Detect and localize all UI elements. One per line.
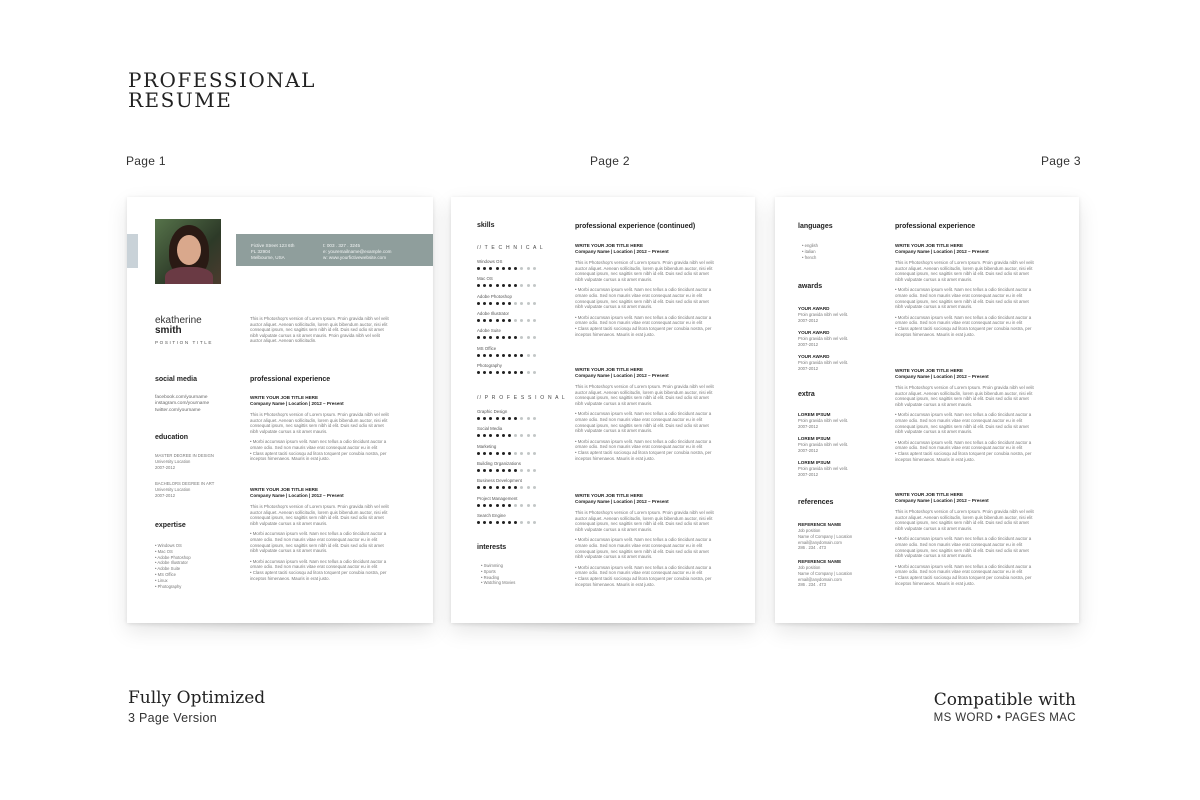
last-name: smith — [155, 325, 182, 336]
award-entry: YOUR AWARD Proin gravida nibh vel velit. 2007-2012 — [798, 306, 849, 323]
rating-dot — [489, 417, 492, 420]
skill-rating — [477, 302, 536, 305]
rating-dot — [483, 486, 486, 489]
reference-entry: REFERENCE NAME Job position Name of Company | Location email@anydomain.com 286 . 234 . 473 — [798, 522, 853, 551]
experience-continued-heading: professional experience (continued) — [575, 223, 696, 230]
rating-dot — [527, 371, 530, 374]
rating-dot — [514, 452, 517, 455]
rating-dot — [527, 354, 530, 357]
rating-dot — [533, 284, 536, 287]
rating-dot — [502, 336, 505, 339]
rating-dot — [533, 319, 536, 322]
job-entry: WRITE YOUR JOB TITLE HERE Company Name | Location | 2012 – Present This is Photoshop's version of Lorem Ipsum. Proin gravida nibh vel velit auctor aliquet. Aenean sollicitudin, lorem quis bibendum auctor, nisi elit consequat ipsum, nec sagittis sem nibh id elit. Duis sed odio sit amet nibh vulputate cursus a sit amet mauris. • Morbi accumsan ipsum velit. Nam nec tellus a odio tincidunt auctor a ornare odio. Sed non mauris vitae erat consequat auctor eu in elit consequat ipsum, nec sagittis sem nibh id elit. Duis sed odio sit amet nibh vulputate cursus a sit amet mauris. • Morbi accumsan ipsum velit. Nam nec tellus a odio tincidunt auctor a ornare odio. Sed non mauris vitae erat consequat auctor eu in elit • Class aptent taciti sociosqu ad litora torquent per conubia nostra, per inceptos himenaeos. Mauris in erat justo. — [895, 492, 1034, 586]
footer-optimized-title: Fully Optimized — [128, 688, 266, 708]
rating-dot — [477, 267, 480, 270]
rating-dot — [496, 434, 499, 437]
rating-dot — [520, 284, 523, 287]
rating-dot — [533, 267, 536, 270]
skill-rating — [477, 354, 536, 357]
rating-dot — [508, 336, 511, 339]
references-heading: references — [798, 499, 834, 506]
skill-row — [477, 259, 536, 270]
rating-dot — [514, 319, 517, 322]
rating-dot — [514, 469, 517, 472]
languages-list: • english • italian • french — [802, 243, 818, 260]
rating-dot — [483, 521, 486, 524]
rating-dot — [527, 521, 530, 524]
skill-name: Photography — [477, 362, 502, 368]
skill-rating — [477, 469, 536, 472]
skill-rating — [477, 336, 536, 339]
rating-dot — [527, 486, 530, 489]
skills-heading: skills — [477, 222, 495, 229]
rating-dot — [489, 521, 492, 524]
skill-row — [477, 311, 536, 322]
skill-rating — [477, 434, 536, 437]
awards-heading: awards — [798, 283, 823, 290]
rating-dot — [514, 434, 517, 437]
rating-dot — [496, 504, 499, 507]
rating-dot — [496, 302, 499, 305]
social-links: facebook.com/yourname instagram.com/yourname twitter.com/yourname — [155, 395, 210, 413]
rating-dot — [533, 434, 536, 437]
hero-title-line1: PROFESSIONAL — [128, 68, 316, 92]
rating-dot — [533, 486, 536, 489]
skill-row — [477, 461, 536, 472]
rating-dot — [533, 452, 536, 455]
rating-dot — [520, 521, 523, 524]
languages-heading: languages — [798, 223, 833, 230]
skill-row — [477, 426, 536, 437]
rating-dot — [489, 354, 492, 357]
skill-row — [477, 409, 536, 420]
extra-entry: LOREM IPSUM Proin gravida nibh vel velit. 2007-2012 — [798, 412, 849, 429]
experience-heading: professional experience — [250, 376, 331, 383]
intro-paragraph: This is Photoshop's version of Lorem Ipsum. Proin gravida nibh vel velit auctor aliquet. Aenean sollicitudin, lorem quis bibendum auctor, nisi elit consequat ipsum, nec sagittis sem nibh id elit. Duis sed odio sit amet nibh vulputate cursus a sit amet mauris. Proin gravida nibh vel velit auctor aliquet. Aenean sollicitudin. — [250, 316, 389, 344]
rating-dot — [514, 371, 517, 374]
skill-name: Building Organizations — [477, 460, 521, 466]
rating-dot — [483, 504, 486, 507]
skill-rating — [477, 486, 536, 489]
rating-dot — [514, 302, 517, 305]
accent-strip — [127, 234, 138, 268]
rating-dot — [496, 267, 499, 270]
rating-dot — [508, 521, 511, 524]
skill-rating — [477, 319, 536, 322]
rating-dot — [527, 319, 530, 322]
rating-dot — [508, 504, 511, 507]
education-heading: education — [155, 434, 189, 441]
extra-entry: LOREM IPSUM Proin gravida nibh vel velit. 2007-2012 — [798, 460, 849, 477]
rating-dot — [496, 371, 499, 374]
rating-dot — [527, 417, 530, 420]
rating-dot — [527, 452, 530, 455]
rating-dot — [502, 354, 505, 357]
rating-dot — [520, 469, 523, 472]
rating-dot — [477, 434, 480, 437]
extra-entry: LOREM IPSUM Proin gravida nibh vel velit. 2007-2012 — [798, 436, 849, 453]
rating-dot — [477, 284, 480, 287]
rating-dot — [496, 284, 499, 287]
first-name: ekatherine — [155, 315, 202, 326]
rating-dot — [477, 417, 480, 420]
rating-dot — [483, 336, 486, 339]
rating-dot — [477, 521, 480, 524]
rating-dot — [489, 284, 492, 287]
rating-dot — [496, 319, 499, 322]
rating-dot — [508, 371, 511, 374]
rating-dot — [508, 452, 511, 455]
resume-page-1 — [127, 197, 433, 623]
skill-rating — [477, 267, 536, 270]
rating-dot — [489, 302, 492, 305]
rating-dot — [533, 504, 536, 507]
skill-name: Mac OS — [477, 276, 493, 282]
skill-row — [477, 363, 536, 374]
rating-dot — [496, 486, 499, 489]
skill-name: Adobe Suite — [477, 328, 501, 334]
rating-dot — [508, 284, 511, 287]
rating-dot — [514, 504, 517, 507]
professional-subheading: // P R O F E S S I O N A L — [477, 395, 566, 401]
rating-dot — [514, 486, 517, 489]
skill-name: Windows OS — [477, 259, 503, 264]
skill-name: Adobe Illustrator — [477, 310, 509, 316]
skill-rating — [477, 371, 536, 374]
rating-dot — [502, 302, 505, 305]
footer-compatible-subtitle: MS WORD • PAGES MAC — [933, 712, 1076, 724]
footer-version-subtitle: 3 Page Version — [128, 711, 217, 725]
rating-dot — [483, 434, 486, 437]
skill-rating — [477, 284, 536, 287]
rating-dot — [527, 504, 530, 507]
rating-dot — [520, 371, 523, 374]
rating-dot — [508, 434, 511, 437]
skill-row — [477, 346, 536, 357]
contact-details: t: 003 . 327 . 3245 e: youremailname@example.com w: www.yourfictivewebsite.com — [323, 243, 392, 260]
rating-dot — [508, 302, 511, 305]
rating-dot — [533, 417, 536, 420]
rating-dot — [483, 302, 486, 305]
rating-dot — [483, 469, 486, 472]
footer-compatible-title: Compatible with — [933, 690, 1076, 710]
rating-dot — [502, 284, 505, 287]
profile-photo — [155, 219, 221, 284]
rating-dot — [527, 284, 530, 287]
rating-dot — [533, 354, 536, 357]
rating-dot — [502, 521, 505, 524]
rating-dot — [489, 504, 492, 507]
rating-dot — [477, 504, 480, 507]
rating-dot — [502, 452, 505, 455]
rating-dot — [483, 267, 486, 270]
rating-dot — [533, 521, 536, 524]
rating-dot — [483, 284, 486, 287]
address-block: Fictive Street 123 6th FL 32904 Melbourne, USA — [251, 243, 295, 260]
skill-name: Marketing — [477, 443, 497, 449]
rating-dot — [520, 486, 523, 489]
rating-dot — [496, 354, 499, 357]
job-entry: WRITE YOUR JOB TITLE HERE Company Name | Location | 2012 – Present This is Photoshop's version of Lorem Ipsum. Proin gravida nibh vel velit auctor aliquet. Aenean sollicitudin, lorem quis bibendum auctor, nisi elit consequat ipsum, nec sagittis sem nibh id elit. Duis sed odio sit amet nibh vulputate cursus a sit amet mauris. • Morbi accumsan ipsum velit. Nam nec tellus a odio tincidunt auctor a ornare odio. Sed non mauris vitae erat consequat auctor eu in elit consequat ipsum, nec sagittis sem nibh id elit. Duis sed odio sit amet nibh vulputate cursus a sit amet mauris. • Morbi accumsan ipsum velit. Nam nec tellus a odio tincidunt auctor a ornare odio. Sed non mauris vitae erat consequat auctor eu in elit • Class aptent taciti sociosqu ad litora torquent per conubia nostra, per inceptos himenaeos. Mauris in erat justo. — [575, 243, 714, 337]
rating-dot — [477, 319, 480, 322]
rating-dot — [533, 336, 536, 339]
social-media-heading: social media — [155, 376, 198, 383]
skill-row — [477, 294, 536, 305]
rating-dot — [477, 452, 480, 455]
resume-page-2 — [451, 197, 755, 623]
page-label-1: Page 1 — [126, 154, 166, 168]
rating-dot — [489, 267, 492, 270]
skill-name: MS Office — [477, 345, 497, 351]
job-entry: WRITE YOUR JOB TITLE HERE Company Name | Location | 2012 – Present This is Photoshop's version of Lorem Ipsum. Proin gravida nibh vel velit auctor aliquet. Aenean sollicitudin, lorem quis bibendum auctor, nisi elit consequat ipsum, nec sagittis sem nibh id elit. Duis sed odio sit amet nibh vulputate cursus a sit amet mauris. • Morbi accumsan ipsum velit. Nam nec tellus a odio tincidunt auctor a ornare odio. Sed non mauris vitae erat consequat auctor eu in elit consequat ipsum, nec sagittis sem nibh id elit. Duis sed odio sit amet nibh vulputate cursus a sit amet mauris. • Morbi accumsan ipsum velit. Nam nec tellus a odio tincidunt auctor a ornare odio. Sed non mauris vitae erat consequat auctor eu in elit • Class aptent taciti sociosqu ad litora torquent per conubia nostra, per inceptos himenaeos. Mauris in erat justo. — [575, 493, 714, 587]
hero-title — [128, 70, 316, 110]
skill-rating — [477, 417, 536, 420]
rating-dot — [496, 452, 499, 455]
job-entry: WRITE YOUR JOB TITLE HERE Company Name | Location | 2012 – Present This is Photoshop's version of Lorem Ipsum. Proin gravida nibh vel velit auctor aliquet. Aenean sollicitudin, lorem quis bibendum auctor, nisi elit consequat ipsum, nec sagittis sem nibh id elit. Duis sed odio sit amet nibh vulputate cursus a sit amet mauris. • Morbi accumsan ipsum velit. Nam nec tellus a odio tincidunt auctor a ornare odio. Sed non mauris vitae erat consequat auctor eu in elit consequat ipsum, nec sagittis sem nibh id elit. Duis sed odio sit amet nibh vulputate cursus a sit amet mauris. • Morbi accumsan ipsum velit. Nam nec tellus a odio tincidunt auctor a ornare odio. Sed non mauris vitae erat consequat auctor eu in elit • Class aptent taciti sociosqu ad litora torquent per conubia nostra, per inceptos himenaeos. Mauris in erat justo. — [895, 243, 1034, 337]
rating-dot — [520, 354, 523, 357]
award-entry: YOUR AWARD Proin gravida nibh vel velit. 2007-2012 — [798, 354, 849, 371]
job-entry: WRITE YOUR JOB TITLE HERE Company Name | Location | 2012 – Present This is Photoshop's version of Lorem Ipsum. Proin gravida nibh vel velit auctor aliquet. Aenean sollicitudin, lorem quis bibendum auctor, nisi elit consequat ipsum, nec sagittis sem nibh id elit. Duis sed odio sit amet nibh vulputate cursus a sit amet mauris. • Morbi accumsan ipsum velit. Nam nec tellus a odio tincidunt auctor a ornare odio. Sed non mauris vitae erat consequat auctor eu in elit • Class aptent taciti sociosqu ad litora torquent per conubia nostra, per inceptos himenaeos. Mauris in erat justo. — [250, 395, 389, 462]
reference-entry: REFERENCE NAME Job position Name of Company | Location email@anydomain.com 286 . 234 . 473 — [798, 559, 853, 588]
rating-dot — [533, 302, 536, 305]
skill-row — [477, 496, 536, 507]
rating-dot — [502, 486, 505, 489]
rating-dot — [496, 336, 499, 339]
hero-title-line2: RESUME — [128, 88, 233, 112]
rating-dot — [502, 469, 505, 472]
rating-dot — [477, 469, 480, 472]
rating-dot — [477, 354, 480, 357]
rating-dot — [514, 521, 517, 524]
rating-dot — [496, 521, 499, 524]
skill-rating — [477, 452, 536, 455]
extra-heading: extra — [798, 391, 815, 398]
rating-dot — [502, 267, 505, 270]
rating-dot — [489, 486, 492, 489]
skill-name: Business Development — [477, 478, 522, 484]
rating-dot — [502, 371, 505, 374]
resume-page-3 — [775, 197, 1079, 623]
rating-dot — [477, 486, 480, 489]
rating-dot — [502, 417, 505, 420]
rating-dot — [527, 434, 530, 437]
rating-dot — [508, 319, 511, 322]
rating-dot — [527, 336, 530, 339]
rating-dot — [508, 354, 511, 357]
rating-dot — [483, 417, 486, 420]
rating-dot — [508, 469, 511, 472]
page-label-3: Page 3 — [1041, 154, 1081, 168]
skill-name: Search Engine — [477, 512, 506, 518]
rating-dot — [533, 469, 536, 472]
skill-name: Graphic Design — [477, 409, 508, 414]
rating-dot — [508, 417, 511, 420]
experience-heading: professional experience — [895, 223, 976, 230]
rating-dot — [502, 504, 505, 507]
rating-dot — [502, 319, 505, 322]
page-label-2: Page 2 — [590, 154, 630, 168]
skill-name: Project Management — [477, 495, 518, 501]
rating-dot — [489, 336, 492, 339]
skill-row — [477, 478, 536, 489]
rating-dot — [520, 336, 523, 339]
technical-subheading: // T E C H N I C A L — [477, 245, 544, 251]
rating-dot — [520, 417, 523, 420]
rating-dot — [514, 336, 517, 339]
rating-dot — [527, 302, 530, 305]
skill-name: Social Media — [477, 426, 503, 432]
rating-dot — [477, 336, 480, 339]
rating-dot — [496, 417, 499, 420]
rating-dot — [520, 504, 523, 507]
rating-dot — [527, 267, 530, 270]
rating-dot — [520, 319, 523, 322]
rating-dot — [483, 371, 486, 374]
rating-dot — [489, 469, 492, 472]
rating-dot — [520, 452, 523, 455]
expertise-heading: expertise — [155, 522, 186, 529]
rating-dot — [502, 434, 505, 437]
interests-list: • Swimming • Sports • Reading • Watching Movies — [481, 563, 516, 586]
education-entry: BACHELORS DEGREE IN ART University Location 2007-2012 — [155, 481, 215, 498]
rating-dot — [483, 354, 486, 357]
skill-row — [477, 513, 536, 524]
job-entry: WRITE YOUR JOB TITLE HERE Company Name | Location | 2012 – Present This is Photoshop's version of Lorem Ipsum. Proin gravida nibh vel velit auctor aliquet. Aenean sollicitudin, lorem quis bibendum auctor, nisi elit consequat ipsum, nec sagittis sem nibh id elit. Duis sed odio sit amet nibh vulputate cursus a sit amet mauris. • Morbi accumsan ipsum velit. Nam nec tellus a odio tincidunt auctor a ornare odio. Sed non mauris vitae erat consequat auctor eu in elit consequat ipsum, nec sagittis sem nibh id elit. Duis sed odio sit amet nibh vulputate cursus a sit amet mauris. • Morbi accumsan ipsum velit. Nam nec tellus a odio tincidunt auctor a ornare odio. Sed non mauris vitae erat consequat auctor eu in elit • Class aptent taciti sociosqu ad litora torquent per conubia nostra, per inceptos himenaeos. Mauris in erat justo. — [895, 368, 1034, 462]
rating-dot — [514, 417, 517, 420]
rating-dot — [483, 319, 486, 322]
expertise-list: • Windows OS • Mac OS • Adobe Photoshop • Adobe Illustrator • Adobe Suite • MS Office • Linux • Photography — [155, 543, 191, 589]
rating-dot — [489, 434, 492, 437]
rating-dot — [496, 469, 499, 472]
job-entry: WRITE YOUR JOB TITLE HERE Company Name | Location | 2012 – Present This is Photoshop's version of Lorem Ipsum. Proin gravida nibh vel velit auctor aliquet. Aenean sollicitudin, lorem quis bibendum auctor, nisi elit consequat ipsum, nec sagittis sem nibh id elit. Duis sed odio sit amet nibh vulputate cursus a sit amet mauris. • Morbi accumsan ipsum velit. Nam nec tellus a odio tincidunt auctor a ornare odio. Sed non mauris vitae erat consequat auctor eu in elit consequat ipsum, nec sagittis sem nibh id elit. Duis sed odio sit amet nibh vulputate cursus a sit amet mauris. • Morbi accumsan ipsum velit. Nam nec tellus a odio tincidunt auctor a ornare odio. Sed non mauris vitae erat consequat auctor eu in elit • Class aptent taciti sociosqu ad litora torquent per conubia nostra, per inceptos himenaeos. Mauris in erat justo. — [575, 367, 714, 461]
rating-dot — [514, 267, 517, 270]
rating-dot — [489, 319, 492, 322]
education-entry: MASTER DEGREE IN DESIGN University Location 2007-2012 — [155, 453, 214, 470]
award-entry: YOUR AWARD Proin gravida nibh vel velit. 2007-2012 — [798, 330, 849, 347]
skill-row — [477, 444, 536, 455]
rating-dot — [483, 452, 486, 455]
rating-dot — [508, 486, 511, 489]
rating-dot — [520, 434, 523, 437]
rating-dot — [508, 267, 511, 270]
rating-dot — [514, 354, 517, 357]
rating-dot — [477, 302, 480, 305]
job-entry: WRITE YOUR JOB TITLE HERE Company Name | Location | 2012 – Present This is Photoshop's version of Lorem Ipsum. Proin gravida nibh vel velit auctor aliquet. Aenean sollicitudin, lorem quis bibendum auctor, nisi elit consequat ipsum, nec sagittis sem nibh id elit. Duis sed odio sit amet nibh vulputate cursus a sit amet mauris. • Morbi accumsan ipsum velit. Nam nec tellus a odio tincidunt auctor a ornare odio. Sed non mauris vitae erat consequat auctor eu in elit consequat ipsum, nec sagittis sem nibh id elit. Duis sed odio sit amet nibh vulputate cursus a sit amet mauris. • Morbi accumsan ipsum velit. Nam nec tellus a odio tincidunt auctor a ornare odio. Sed non mauris vitae erat consequat auctor eu in elit • Class aptent taciti sociosqu ad litora torquent per conubia nostra, per inceptos himenaeos. Mauris in erat justo. — [250, 487, 389, 581]
rating-dot — [489, 452, 492, 455]
skill-rating — [477, 521, 536, 524]
skill-row — [477, 276, 536, 287]
rating-dot — [520, 267, 523, 270]
interests-heading: interests — [477, 544, 507, 551]
skill-rating — [477, 504, 536, 507]
rating-dot — [520, 302, 523, 305]
rating-dot — [514, 284, 517, 287]
position-title: POSITION TITLE — [155, 340, 214, 345]
rating-dot — [477, 371, 480, 374]
rating-dot — [533, 371, 536, 374]
skill-row — [477, 328, 536, 339]
skill-name: Adobe Photoshop — [477, 293, 512, 299]
rating-dot — [527, 469, 530, 472]
rating-dot — [489, 371, 492, 374]
